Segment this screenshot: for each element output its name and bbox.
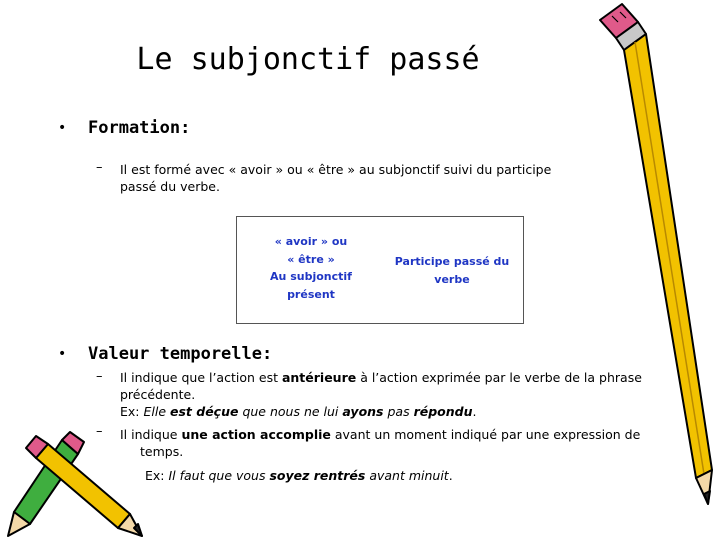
diagram-left-block [253,233,369,303]
diagram-left-line-2: « être » [287,252,335,266]
item2-line-1: Il indique une action accomplie avant un moment indiqué par une expression de [120,427,641,442]
formation-line-2: passé du verbe. [120,179,220,194]
formation-diagram [236,216,524,324]
item1-line-1: Il indique que l’action est antérieure à l’action exprimée par le verbe de la phrase [120,370,642,385]
diagram-right-line-2: verbe [434,272,470,286]
formation-text [120,161,600,195]
bullet-valeur: • [58,346,67,362]
dash-formation: – [96,160,103,175]
item1-line-2: précédente. [120,387,196,402]
diagram-left-line-1: « avoir » ou [274,235,348,248]
example-1: Ex: Elle est déçue que nous ne lui ayons pas répondu. [120,404,477,419]
diagram-left-line-3: Au subjonctif [270,270,352,283]
item2-line-2: temps. [140,444,184,459]
formation-line-1: Il est formé avec « avoir » ou « être » au subjonctif suivi du participe [120,162,552,177]
diagram-right-line-1: Participe passé du [394,255,510,268]
crossed-pencils-icon [0,428,146,540]
heading-valeur: Valeur temporelle: [88,344,273,364]
heading-formation: Formation: [88,118,191,138]
page-title: Le subjonctif passé [136,42,480,77]
pencil-icon [592,0,720,510]
example-2: Ex: Il faut que vous soyez rentrés avant minuit. [145,468,453,483]
diagram-right-block [387,253,517,288]
bullet-formation: • [58,120,67,136]
dash-item-1: – [96,369,103,384]
diagram-left-line-4: présent [287,287,335,301]
dash-item-2: – [96,424,103,439]
